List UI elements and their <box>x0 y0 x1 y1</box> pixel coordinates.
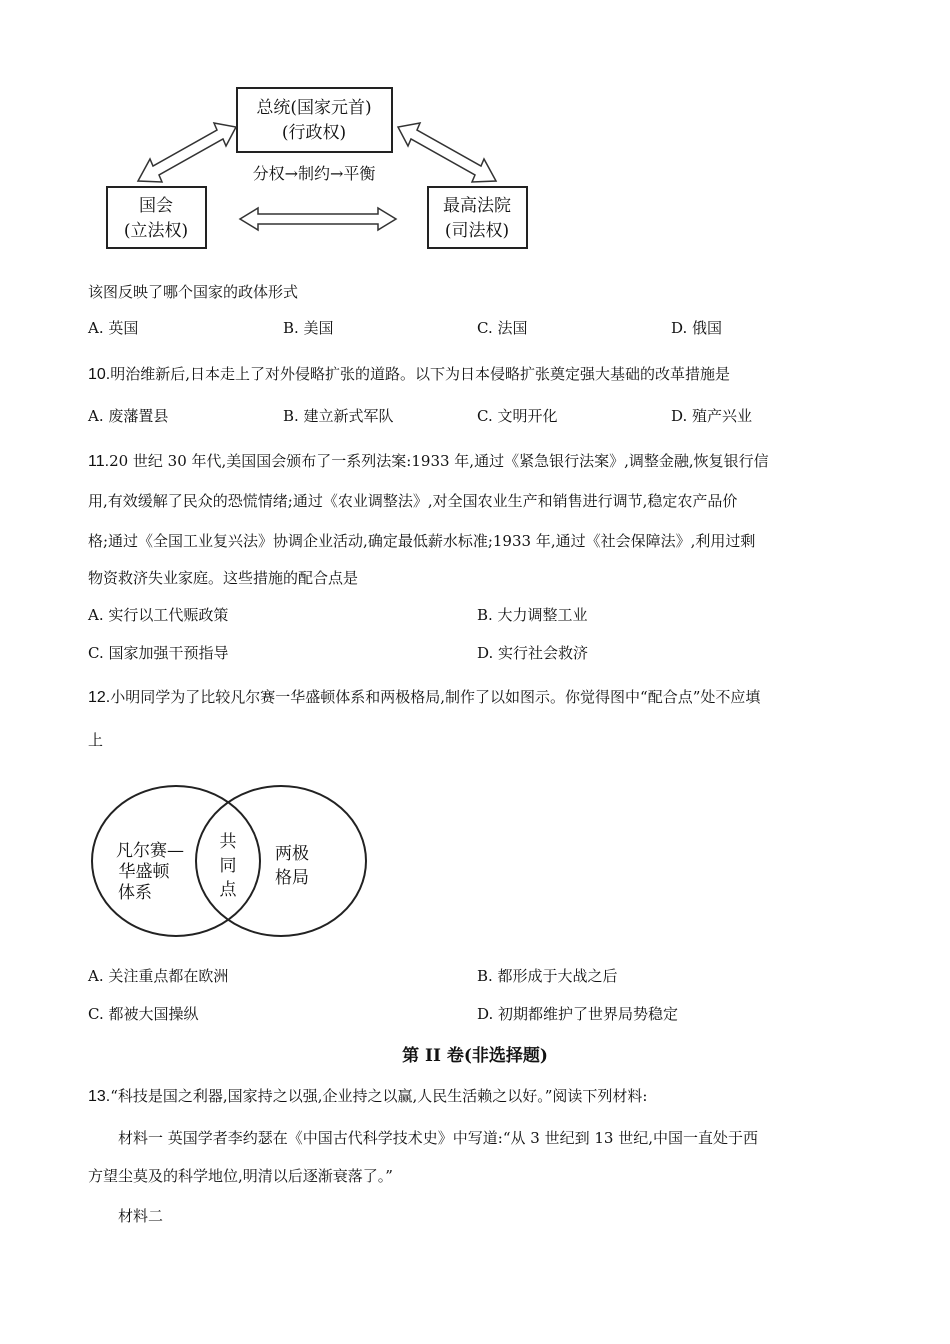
q10-option-c[interactable]: C. 文明开化 <box>477 407 558 425</box>
supreme-court-box-line1: 最高法院 <box>443 196 511 216</box>
q11-option-a[interactable]: A. 实行以工代赈政策 <box>88 606 229 624</box>
q10-option-d[interactable]: D. 殖产兴业 <box>671 407 753 425</box>
venn-right-line1: 两极 <box>275 844 309 864</box>
venn-left-line3: 体系 <box>118 883 152 903</box>
q13-material2-label: 材料二 <box>118 1207 164 1225</box>
q12-option-a[interactable]: A. 关注重点都在欧洲 <box>88 967 229 985</box>
q13-material1-line1: 材料一 英国学者李约瑟在《中国古代科学技术史》中写道:“从 3 世纪到 13 世纪,中国一直处于西 <box>118 1129 758 1147</box>
q9-option-d[interactable]: D. 俄国 <box>671 319 723 337</box>
q9-option-c[interactable]: C. 法国 <box>477 319 528 337</box>
arrow-horizontal <box>240 208 396 230</box>
arrow-left-diagonal <box>138 123 236 182</box>
q12-number: 12. <box>88 689 111 706</box>
arrow-right-diagonal <box>398 123 496 182</box>
congress-box-line1: 国会 <box>139 196 173 216</box>
q12-line-2: 上 <box>88 731 104 749</box>
q12-line-1 <box>88 687 760 708</box>
venn-left-line1: 凡尔赛— <box>116 841 184 861</box>
venn-left-line2: 华盛顿 <box>118 862 170 882</box>
q13-text: “科技是国之利器,国家持之以强,企业持之以赢,人民生活赖之以好。”阅读下列材料: <box>110 1087 648 1105</box>
q10-text: 明治维新后,日本走上了对外侵略扩张的道路。以下为日本侵略扩张奠定强大基础的改革措施是 <box>110 365 731 383</box>
q12-option-c[interactable]: C. 都被大国操纵 <box>88 1005 199 1023</box>
venn-mid-line2: 同 <box>219 856 237 876</box>
q13-stem <box>88 1086 647 1107</box>
q11-line-1 <box>88 451 769 472</box>
q11-line-4: 物资救济失业家庭。这些措施的配合点是 <box>88 569 359 587</box>
q11-line-2: 用,有效缓解了民众的恐慌情绪;通过《农业调整法》,对全国农业生产和销售进行调节,稳定农产品价 <box>88 492 738 510</box>
venn-diagram <box>88 785 388 950</box>
q10-number: 10. <box>88 366 111 383</box>
q13-number: 13. <box>88 1088 111 1105</box>
venn-mid-line1: 共 <box>219 832 237 852</box>
q10-option-a[interactable]: A. 废藩置县 <box>88 407 169 425</box>
q10-stem <box>88 364 730 385</box>
supreme-court-box-line2: (司法权) <box>444 221 510 241</box>
president-box-line1: 总统(国家元首) <box>256 98 372 118</box>
section-2-title: 第 II 卷(非选择题) <box>402 1046 548 1066</box>
q9-option-b[interactable]: B. 美国 <box>283 319 334 337</box>
venn-right-line2: 格局 <box>275 868 309 888</box>
q11-line-3: 格;通过《全国工业复兴法》协调企业活动,确定最低薪水标准;1933 年,通过《社会保障法》,利用过剩 <box>88 532 756 550</box>
q13-material1-line2: 方望尘莫及的科学地位,明清以后逐渐衰落了。” <box>88 1167 393 1185</box>
q11-option-d[interactable]: D. 实行社会救济 <box>477 644 589 662</box>
q11-text-1: 20 世纪 30 年代,美国国会颁布了一系列法案:1933 年,通过《紧急银行法案》,调整金融,恢复银行信 <box>109 452 769 470</box>
venn-mid-line3: 点 <box>219 880 237 900</box>
congress-box-line2: (立法权) <box>123 221 189 241</box>
q12-option-b[interactable]: B. 都形成于大战之后 <box>477 967 618 985</box>
power-balance-caption: 分权→制约→平衡 <box>252 164 376 183</box>
q11-option-c[interactable]: C. 国家加强干预指导 <box>88 644 229 662</box>
q10-option-b[interactable]: B. 建立新式军队 <box>283 407 394 425</box>
q11-number: 11. <box>88 453 110 470</box>
president-box-line2: (行政权) <box>281 123 347 143</box>
separation-of-powers-diagram <box>100 80 540 260</box>
q12-text-1: 小明同学为了比较凡尔赛一华盛顿体系和两极格局,制作了以如图示。你觉得图中“配合点”处不应填 <box>110 688 761 706</box>
q9-option-a[interactable]: A. 英国 <box>88 319 139 337</box>
q12-option-d[interactable]: D. 初期都维护了世界局势稳定 <box>477 1005 679 1023</box>
q9-stem: 该图反映了哪个国家的政体形式 <box>88 283 299 301</box>
q11-option-b[interactable]: B. 大力调整工业 <box>477 606 588 624</box>
